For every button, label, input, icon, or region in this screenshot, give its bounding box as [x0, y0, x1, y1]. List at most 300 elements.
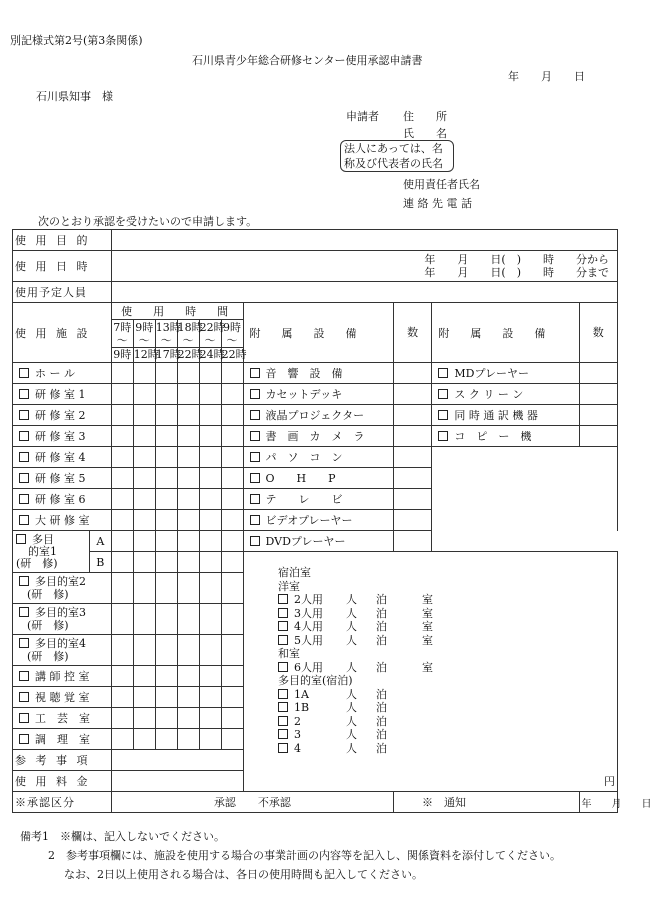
facility-label: 研 修 室 6 — [35, 493, 86, 506]
time-cell[interactable] — [177, 531, 199, 552]
lodging-room — [278, 715, 346, 729]
lodging-room — [278, 607, 346, 621]
facility-6[interactable] — [13, 468, 112, 489]
equipment-label: ス ク リ ー ン — [454, 388, 524, 401]
equipment-2-2[interactable] — [432, 384, 579, 405]
notice-date[interactable]: 年 月 日 — [579, 792, 618, 813]
equipment-count[interactable] — [393, 363, 431, 384]
time-cell[interactable] — [177, 468, 199, 489]
facility-tail-2[interactable] — [13, 687, 112, 708]
lodging-unit: 室 — [422, 620, 433, 633]
notice-label: ※ 通知 — [393, 792, 579, 813]
time-cell[interactable] — [199, 635, 221, 666]
lodging-unit: 人 — [346, 620, 357, 633]
checkbox-icon[interactable] — [19, 576, 29, 586]
time-cell[interactable] — [155, 447, 177, 468]
checkbox-icon[interactable] — [278, 635, 288, 645]
checkbox-icon[interactable] — [250, 494, 260, 504]
facility-label: 研 修 室 4 — [35, 451, 86, 464]
checkbox-icon[interactable] — [19, 713, 29, 723]
lodging-unit: 人 — [346, 660, 357, 674]
time-cell[interactable] — [199, 510, 221, 531]
approval-row — [13, 792, 618, 813]
applicant-label: 申請者 — [346, 110, 379, 123]
time-cell[interactable] — [133, 531, 155, 552]
dates-field[interactable] — [111, 251, 617, 282]
lodging-type: 3 — [294, 728, 301, 741]
facility-tail-4[interactable] — [13, 729, 112, 750]
equipment-label: パ ソ コ ン — [265, 451, 343, 464]
checkbox-icon[interactable] — [16, 534, 26, 544]
lodging-row[interactable] — [278, 593, 433, 607]
facility-two-line-2[interactable] — [13, 573, 112, 604]
time-cell[interactable] — [199, 666, 221, 687]
time-cell[interactable] — [111, 666, 133, 687]
equipment-count[interactable] — [579, 426, 618, 447]
time-cell[interactable] — [111, 363, 133, 384]
facility-label: 研 修 室 3 — [35, 430, 86, 443]
lodging-room — [278, 688, 346, 702]
facility-two-line-4[interactable] — [13, 635, 112, 666]
address-label: 住 所 — [403, 110, 447, 123]
facility-tail-1[interactable] — [13, 666, 112, 687]
facility-label: (研 修) — [27, 650, 69, 663]
equipment-1-6[interactable] — [243, 468, 393, 489]
time-slot-text: 〜 — [204, 334, 216, 347]
lodging-room — [278, 620, 346, 634]
lodging-unit: 泊 — [376, 687, 387, 701]
time-cell[interactable] — [111, 729, 133, 750]
time-cell[interactable] — [177, 363, 199, 384]
facility-row — [13, 447, 618, 468]
equipment-1-7[interactable] — [243, 489, 393, 510]
people-field[interactable] — [111, 282, 617, 303]
lodging-type: 3人用 — [294, 606, 323, 620]
time-cell[interactable] — [199, 447, 221, 468]
form-number: 別記様式第2号(第3条関係) — [10, 34, 143, 47]
time-cell[interactable] — [133, 604, 155, 635]
time-cell[interactable] — [111, 552, 133, 573]
lodging-row[interactable] — [278, 742, 433, 756]
equipment-count[interactable] — [393, 510, 431, 531]
purpose-field[interactable] — [111, 230, 617, 251]
time-cell[interactable] — [155, 552, 177, 573]
equipment-1-3[interactable] — [243, 405, 393, 426]
time-cell[interactable] — [221, 552, 243, 573]
time-cell[interactable] — [199, 468, 221, 489]
responsible-person-label: 使用責任者氏名 — [403, 178, 480, 191]
time-cell[interactable] — [177, 729, 199, 750]
facility-label: 的室1 — [28, 544, 57, 558]
time-cell[interactable] — [111, 708, 133, 729]
lodging-unit: 泊 — [376, 633, 387, 647]
lodging-unit: 人 — [346, 728, 357, 741]
facility-label: 講 師 控 室 — [35, 670, 90, 683]
time-cell[interactable] — [221, 510, 243, 531]
equipment-1-4[interactable] — [243, 426, 393, 447]
approval-options[interactable]: 承認 不承認 — [111, 792, 393, 813]
checkbox-icon[interactable] — [250, 515, 260, 525]
time-slot-text: 17時 — [155, 348, 181, 361]
time-cell[interactable] — [111, 531, 133, 552]
lodging-unit: 泊 — [376, 620, 387, 633]
lodging-room — [278, 634, 346, 648]
lodging-unit: 人 — [346, 701, 357, 714]
facility-label: 多目的室3 — [35, 606, 86, 619]
lodging-unit: 室 — [422, 633, 433, 647]
lodging-room — [278, 661, 346, 675]
date-line: 年 月 日 — [508, 70, 585, 83]
time-cell[interactable] — [199, 426, 221, 447]
checkbox-icon[interactable] — [250, 368, 260, 378]
facility-label: (研 修) — [16, 556, 58, 570]
corporation-note — [340, 140, 454, 172]
time-cell[interactable] — [199, 384, 221, 405]
fee-field[interactable] — [111, 771, 617, 792]
time-cell[interactable] — [133, 552, 155, 573]
time-cell[interactable] — [155, 666, 177, 687]
lodging-type: 6人用 — [294, 660, 323, 674]
time-slot-text: 〜 — [226, 334, 238, 347]
time-cell[interactable] — [155, 405, 177, 426]
equipment-1-9[interactable] — [243, 531, 393, 552]
checkbox-icon[interactable] — [19, 473, 29, 483]
checkbox-icon[interactable] — [19, 671, 29, 681]
time-cell[interactable] — [133, 729, 155, 750]
time-cell[interactable] — [221, 447, 243, 468]
equipment-count[interactable] — [393, 531, 431, 552]
equipment-count[interactable] — [393, 405, 431, 426]
time-cell[interactable] — [111, 635, 133, 666]
checkbox-icon[interactable] — [19, 452, 29, 462]
corporation-note-line2: 称及び代表者の氏名 — [344, 157, 443, 170]
equipment-1-8[interactable] — [243, 510, 393, 531]
time-cell[interactable] — [133, 468, 155, 489]
lodging-unit: 泊 — [376, 660, 387, 674]
checkbox-icon[interactable] — [250, 452, 260, 462]
date-to: 年 月 日( ) 時 分まで — [424, 266, 609, 279]
checkbox-icon[interactable] — [278, 729, 288, 739]
time-cell[interactable] — [199, 489, 221, 510]
checkbox-icon[interactable] — [19, 692, 29, 702]
sub-b: B — [89, 552, 111, 573]
date-from: 年 月 日( ) 時 分から — [424, 253, 609, 266]
facility-label: 多目的室4 — [35, 637, 86, 650]
time-cell[interactable] — [133, 666, 155, 687]
facility-tail-3[interactable] — [13, 708, 112, 729]
facility-1[interactable] — [13, 363, 112, 384]
lodging-japanese: 和室 — [278, 647, 300, 660]
equipment-label: テ レ ビ — [265, 493, 343, 506]
time-cell[interactable] — [111, 468, 133, 489]
checkbox-icon[interactable] — [19, 389, 29, 399]
time-cell[interactable] — [111, 426, 133, 447]
equipment-count[interactable] — [393, 447, 431, 468]
checkbox-icon[interactable] — [278, 662, 288, 672]
time-cell[interactable] — [221, 489, 243, 510]
checkbox-icon[interactable] — [250, 536, 260, 546]
time-cell[interactable] — [221, 426, 243, 447]
lodging-unit: 人 — [346, 606, 357, 620]
time-cell[interactable] — [133, 426, 155, 447]
facility-row — [13, 426, 618, 447]
time-slot-text: 9時 — [113, 348, 132, 361]
time-slot-text: 〜 — [138, 334, 150, 347]
time-cell[interactable] — [155, 729, 177, 750]
time-slot-4 — [177, 320, 203, 363]
equipment-count[interactable] — [579, 405, 618, 426]
time-cell[interactable] — [199, 604, 221, 635]
facility-5[interactable] — [13, 447, 112, 468]
lodging-type: 2人用 — [294, 593, 323, 606]
time-cell[interactable] — [199, 552, 221, 573]
equipment-label: O H P — [265, 472, 336, 485]
time-cell[interactable] — [133, 510, 155, 531]
people-label: 使用予定人員 — [13, 282, 112, 303]
lodging-unit: 人 — [346, 714, 357, 728]
lodging-western: 洋室 — [278, 579, 300, 593]
time-cell[interactable] — [177, 426, 199, 447]
time-cell[interactable] — [155, 510, 177, 531]
time-cell[interactable] — [199, 729, 221, 750]
facility-multi1[interactable] — [13, 531, 90, 573]
equipment-1-5[interactable] — [243, 447, 393, 468]
approval-label: ※承認区分 — [13, 792, 112, 813]
time-cell[interactable] — [221, 405, 243, 426]
time-cell[interactable] — [177, 604, 199, 635]
checkbox-icon[interactable] — [19, 515, 29, 525]
time-cell[interactable] — [133, 363, 155, 384]
dates-label: 使 用 日 時 — [13, 251, 112, 282]
checkbox-icon[interactable] — [278, 702, 288, 712]
time-cell[interactable] — [133, 687, 155, 708]
time-cell[interactable] — [221, 384, 243, 405]
time-slot-text: 〜 — [182, 334, 194, 347]
time-cell[interactable] — [221, 468, 243, 489]
time-cell[interactable] — [199, 708, 221, 729]
time-slot-text: 9時 — [135, 321, 154, 334]
facility-3[interactable] — [13, 405, 112, 426]
time-cell[interactable] — [155, 708, 177, 729]
checkbox-icon[interactable] — [250, 473, 260, 483]
time-cell[interactable] — [221, 708, 243, 729]
time-cell[interactable] — [155, 573, 177, 604]
time-cell[interactable] — [177, 573, 199, 604]
time-cell[interactable] — [177, 447, 199, 468]
time-cell[interactable] — [199, 405, 221, 426]
time-cell[interactable] — [199, 573, 221, 604]
time-cell[interactable] — [177, 405, 199, 426]
fee-label: 使 用 料 金 — [13, 771, 112, 792]
lodging-unit: 人 — [346, 633, 357, 647]
lodging-type: 4 — [294, 741, 301, 755]
time-cell[interactable] — [199, 531, 221, 552]
equipment-1-2[interactable] — [243, 384, 393, 405]
time-cell[interactable] — [133, 447, 155, 468]
checkbox-icon[interactable] — [438, 389, 448, 399]
time-cell[interactable] — [221, 604, 243, 635]
lodging-room — [278, 728, 346, 742]
time-cell[interactable] — [177, 708, 199, 729]
time-cell[interactable] — [221, 635, 243, 666]
checkbox-icon[interactable] — [278, 743, 288, 753]
equipment-count[interactable] — [393, 489, 431, 510]
time-cell[interactable] — [111, 510, 133, 531]
equipment-label: 液晶プロジェクター — [265, 409, 365, 422]
lodging-title: 宿泊室 — [278, 566, 311, 579]
remark-2: 2 参考事項欄には、施設を使用する場合の事業計画の内容等を記入し、関係資料を添付してください。 — [48, 849, 561, 862]
facility-8[interactable] — [13, 510, 112, 531]
time-slot-text: 22時 — [177, 348, 203, 361]
checkbox-icon[interactable] — [19, 494, 29, 504]
fee-row — [13, 771, 618, 792]
time-cell[interactable] — [221, 666, 243, 687]
time-cell[interactable] — [177, 489, 199, 510]
checkbox-icon[interactable] — [19, 431, 29, 441]
time-cell[interactable] — [221, 729, 243, 750]
time-cell[interactable] — [221, 687, 243, 708]
checkbox-icon[interactable] — [250, 410, 260, 420]
facility-7[interactable] — [13, 489, 112, 510]
time-cell[interactable] — [111, 573, 133, 604]
remark-1: 備考1 ※欄は、記入しないでください。 — [20, 830, 225, 843]
checkbox-icon[interactable] — [278, 689, 288, 699]
checkbox-icon[interactable] — [19, 410, 29, 420]
time-cell[interactable] — [111, 447, 133, 468]
lodging-row[interactable] — [278, 701, 433, 715]
lodging-unit: 人 — [346, 687, 357, 701]
equip-header-2: 附 属 設 備 — [432, 303, 579, 363]
lodging-row[interactable] — [278, 634, 433, 648]
lodging-unit: 室 — [422, 660, 433, 674]
time-slot-text: 7時 — [113, 321, 132, 334]
equip-header-1: 附 属 設 備 — [243, 303, 393, 363]
time-slot-text: 12時 — [133, 348, 159, 361]
time-cell[interactable] — [177, 666, 199, 687]
time-cell[interactable] — [111, 687, 133, 708]
time-cell[interactable] — [155, 531, 177, 552]
time-cell[interactable] — [111, 405, 133, 426]
time-slot-text: 24時 — [199, 348, 225, 361]
time-cell[interactable] — [221, 363, 243, 384]
lodging-row[interactable] — [278, 607, 433, 621]
time-cell[interactable] — [199, 363, 221, 384]
time-slot-text: 13時 — [155, 321, 181, 334]
time-cell[interactable] — [155, 468, 177, 489]
checkbox-icon[interactable] — [19, 368, 29, 378]
equipment-label: 同 時 通 訳 機 器 — [454, 409, 538, 422]
time-cell[interactable] — [111, 384, 133, 405]
checkbox-icon[interactable] — [278, 608, 288, 618]
time-cell[interactable] — [155, 363, 177, 384]
equipment-2-4[interactable] — [432, 426, 579, 447]
facility-line1 — [19, 606, 109, 619]
facility-label: ホ ー ル — [35, 367, 75, 380]
time-cell[interactable] — [221, 573, 243, 604]
time-cell[interactable] — [133, 405, 155, 426]
time-slot-5 — [199, 320, 225, 363]
time-cell[interactable] — [177, 687, 199, 708]
facility-label: 使 用 施 設 — [13, 303, 112, 363]
checkbox-icon[interactable] — [438, 368, 448, 378]
time-cell[interactable] — [133, 384, 155, 405]
lodging-row[interactable] — [278, 715, 433, 729]
lodging-type: 1A — [294, 687, 309, 701]
time-cell[interactable] — [155, 687, 177, 708]
checkbox-icon[interactable] — [19, 638, 29, 648]
time-cell[interactable] — [199, 687, 221, 708]
lodging-row[interactable] — [278, 728, 433, 742]
time-cell[interactable] — [177, 635, 199, 666]
facility-row — [13, 405, 618, 426]
time-cell[interactable] — [155, 426, 177, 447]
equipment-1-1[interactable] — [243, 363, 393, 384]
facility-line1 — [19, 575, 109, 588]
facility-two-line-3[interactable] — [13, 604, 112, 635]
time-slot-6 — [221, 320, 247, 363]
equipment-count[interactable] — [579, 363, 618, 384]
time-cell[interactable] — [133, 708, 155, 729]
remark-3: なお、2日以上使用される場合は、各日の使用時間も記入してください。 — [64, 868, 423, 881]
time-slot-text: 〜 — [116, 334, 128, 347]
checkbox-icon[interactable] — [250, 389, 260, 399]
time-cell[interactable] — [155, 384, 177, 405]
equipment-count[interactable] — [393, 384, 431, 405]
checkbox-icon[interactable] — [438, 410, 448, 420]
time-cell[interactable] — [133, 573, 155, 604]
checkbox-icon[interactable] — [278, 716, 288, 726]
facility-label: 大 研 修 室 — [35, 514, 90, 527]
equipment-2-1[interactable] — [432, 363, 579, 384]
time-cell[interactable] — [133, 489, 155, 510]
lodging-row[interactable] — [278, 620, 433, 634]
name-label: 氏 名 — [403, 127, 447, 140]
facility-2[interactable] — [13, 384, 112, 405]
time-cell[interactable] — [133, 635, 155, 666]
checkbox-icon[interactable] — [19, 607, 29, 617]
equipment-2-3[interactable] — [432, 405, 579, 426]
checkbox-icon[interactable] — [438, 431, 448, 441]
time-slot-1 — [111, 320, 133, 363]
checkbox-icon[interactable] — [278, 621, 288, 631]
time-cell[interactable] — [177, 510, 199, 531]
facility-4[interactable] — [13, 426, 112, 447]
time-cell[interactable] — [155, 489, 177, 510]
facility-label: (研 修) — [27, 588, 69, 601]
lodging-unit: 泊 — [376, 741, 387, 755]
time-cell[interactable] — [155, 635, 177, 666]
time-cell[interactable] — [111, 489, 133, 510]
facility-label: 調 理 室 — [35, 733, 90, 746]
equipment-count[interactable] — [393, 426, 431, 447]
lodging-row[interactable] — [278, 688, 433, 702]
purpose-label: 使 用 目 的 — [13, 230, 112, 251]
checkbox-icon[interactable] — [19, 734, 29, 744]
equipment-count[interactable] — [579, 384, 618, 405]
checkbox-icon[interactable] — [250, 431, 260, 441]
corporation-note-line1: 法人にあっては、名 — [344, 142, 443, 155]
time-cell[interactable] — [111, 604, 133, 635]
lodging-row[interactable] — [278, 661, 433, 675]
time-cell[interactable] — [221, 531, 243, 552]
time-cell[interactable] — [155, 604, 177, 635]
equipment-count[interactable] — [393, 468, 431, 489]
intro-text: 次のとおり承認を受けたいので申請します。 — [38, 215, 258, 228]
checkbox-icon[interactable] — [278, 594, 288, 604]
time-cell[interactable] — [177, 552, 199, 573]
time-cell[interactable] — [177, 384, 199, 405]
addressee: 石川県知事 様 — [36, 90, 113, 103]
